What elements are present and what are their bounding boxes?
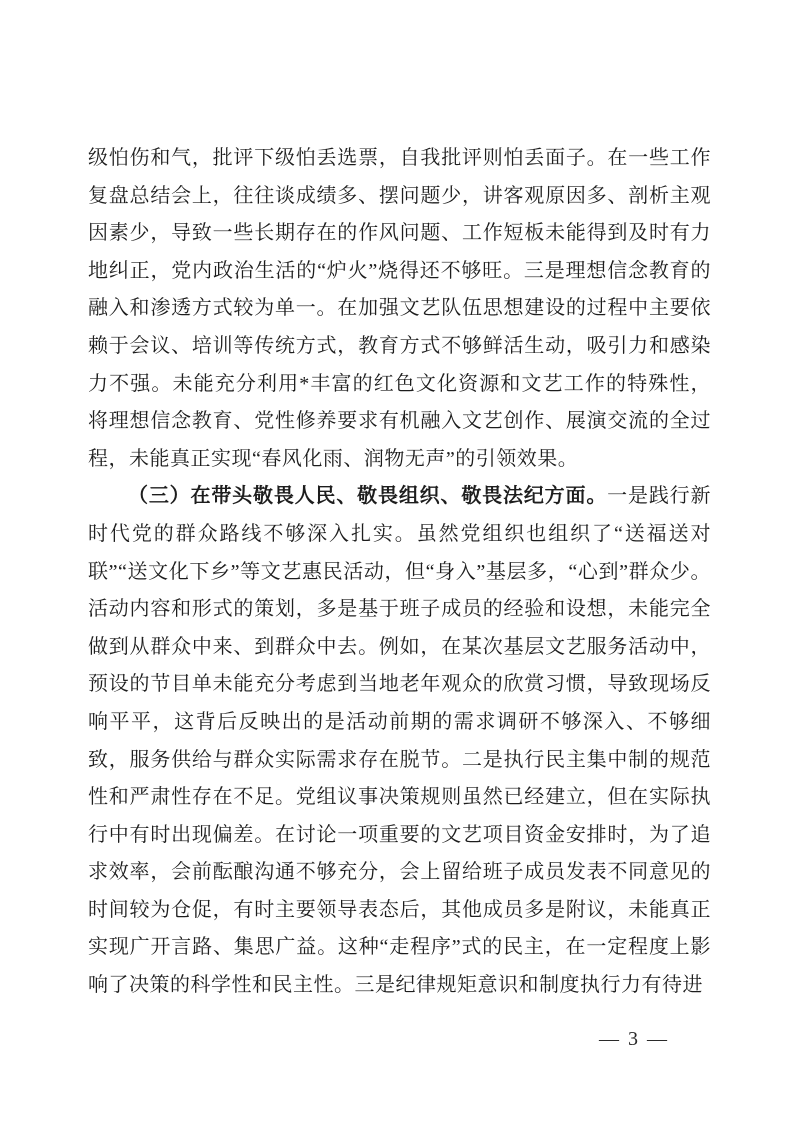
section-3-heading: （三）在带头敬畏人民、敬畏组织、敬畏法纪方面。 [128, 485, 608, 508]
page-number: — 3 — [599, 1028, 669, 1050]
paragraph-section-3 [88, 478, 711, 1004]
paragraph-continuation-text: 级怕伤和气，批评下级怕丢选票，自我批评则怕丢面子。在一些工作复盘总结会上，往往谈成绩多、摆问题少，讲客观原因多、剖析主观因素少，导致一些长期存在的作风问题、工作短板未能得到及时有力地纠正，党内政治生活的“炉火”烧得还不够旺。三是理想信念教育的融入和渗透方式较为单一。在加强文艺队伍思想建设的过程中主要依赖于会议、培训等传统方式，教育方式不够鲜活生动，吸引力和感染力不强。未能充分利用*丰富的红色文化资源和文艺工作的特殊性，将理想信念教育、党性修养要求有机融入文艺创作、展演交流的全过程，未能真正实现“春风化雨、润物无声”的引领效果。 [88, 147, 711, 470]
section-3-body-text: 一是践行新时代党的群众路线不够深入扎实。虽然党组织也组织了“送福送对联”“送文化下乡”等文艺惠民活动，但“身入”基层多，“心到”群众少。活动内容和形式的策划，多是基于班子成员的经验和设想，未能完全做到从群众中来、到群众中去。例如，在某次基层文艺服务活动中，预设的节目单未能充分考虑到当地老年观众的欣赏习惯，导致现场反响平平，这背后反映出的是活动前期的需求调研不够深入、不够细致，服务供给与群众实际需求存在脱节。二是执行民主集中制的规范性和严肃性存在不足。党组议事决策规则虽然已经建立，但在实际执行中有时出现偏差。在讨论一项重要的文艺项目资金安排时，为了追求效率，会前酝酿沟通不够充分，会上留给班子成员发表不同意见的时间较为仓促，有时主要领导表态后，其他成员多是附议，未能真正实现广开言路、集思广益。这种“走程序”式的民主，在一定程度上影响了决策的科学性和民主性。三是纪律规矩意识和制度执行力有待进 [88, 485, 712, 997]
paragraph-continuation [88, 140, 711, 478]
document-body [88, 140, 711, 1005]
